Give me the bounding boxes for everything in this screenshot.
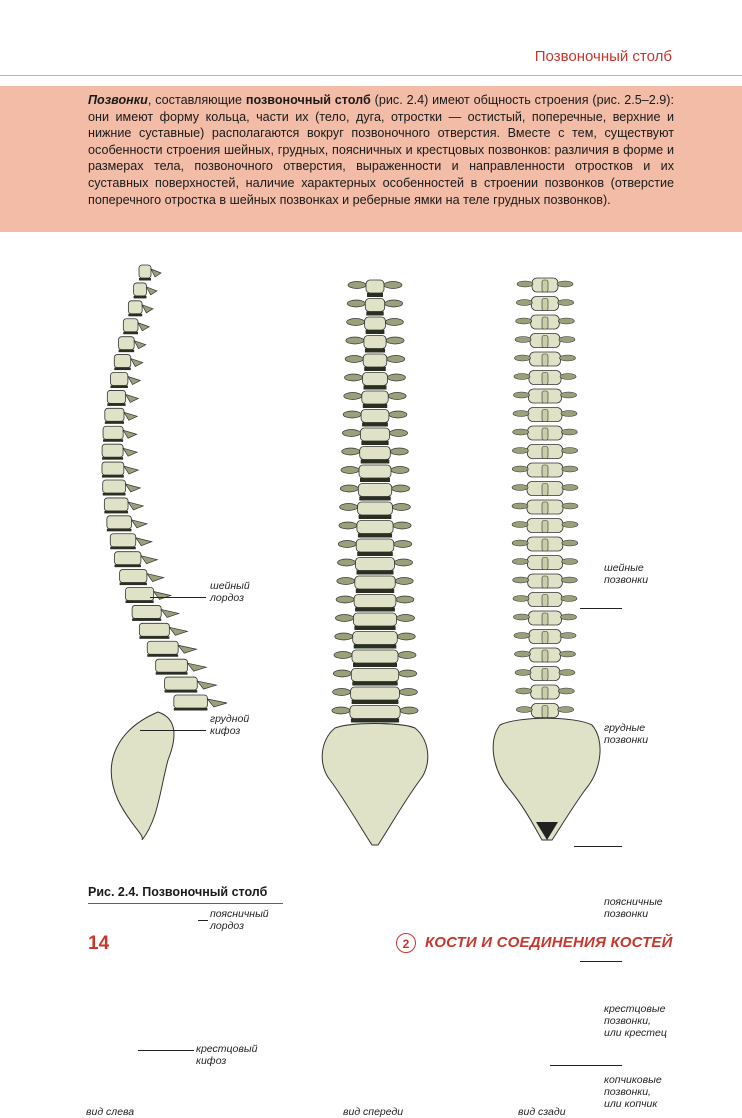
side-vertebra <box>102 444 123 457</box>
front-transverse-process <box>390 448 408 455</box>
back-spinous-process <box>542 428 548 440</box>
back-spinous-process <box>542 650 548 662</box>
front-vertebra <box>362 391 388 404</box>
back-transverse-process <box>562 503 578 509</box>
back-transverse-process <box>558 688 574 694</box>
side-disc <box>107 529 132 532</box>
front-vertebra <box>354 595 396 608</box>
side-spinous-process <box>128 377 140 385</box>
back-transverse-process <box>516 707 532 713</box>
back-spinous-process <box>542 280 548 292</box>
back-transverse-process <box>512 466 528 472</box>
front-transverse-process <box>385 319 403 326</box>
back-transverse-process <box>512 540 528 546</box>
front-transverse-process <box>332 707 350 714</box>
front-disc <box>362 423 388 427</box>
caption-rule <box>88 903 283 904</box>
side-disc <box>102 457 123 460</box>
front-transverse-process <box>339 522 357 529</box>
side-vertebra <box>107 516 132 529</box>
back-spinous-process <box>542 465 548 477</box>
side-disc <box>120 583 147 586</box>
intro-after-term: , составляющие <box>147 93 246 107</box>
front-vertebra <box>356 539 394 552</box>
front-disc <box>354 645 397 649</box>
side-vertebra <box>105 408 124 421</box>
side-vertebra <box>104 498 128 511</box>
back-transverse-process <box>515 337 531 343</box>
side-spinous-process <box>123 448 137 456</box>
front-transverse-process <box>387 356 405 363</box>
back-transverse-process <box>512 485 528 491</box>
front-disc <box>352 700 399 704</box>
front-disc <box>356 589 394 593</box>
back-spinous-process <box>542 354 548 366</box>
back-transverse-process <box>562 466 578 472</box>
side-spinous-process <box>161 609 179 617</box>
front-vertebra <box>363 354 387 367</box>
front-vertebra <box>358 502 393 515</box>
front-vertebra <box>351 669 398 682</box>
back-transverse-process <box>516 318 532 324</box>
side-spinous-process <box>124 466 138 474</box>
front-vertebra <box>358 484 391 497</box>
side-vertebra <box>174 695 208 708</box>
front-disc <box>365 349 385 353</box>
view-label-front: вид спереди <box>343 1106 404 1118</box>
back-transverse-process <box>560 355 576 361</box>
front-vertebra <box>366 280 384 293</box>
front-transverse-process <box>392 485 410 492</box>
side-spinous-process <box>134 341 146 349</box>
side-disc <box>103 493 126 496</box>
back-spinous-process <box>542 632 548 644</box>
front-vertebra <box>357 521 393 534</box>
side-spinous-process <box>151 269 161 277</box>
side-disc <box>125 601 153 604</box>
back-transverse-process <box>562 448 578 454</box>
side-spinous-process <box>126 484 141 492</box>
back-spinous-process <box>542 613 548 625</box>
front-transverse-process <box>338 559 356 566</box>
label-sacral-kyphosis: крестцовый кифоз <box>196 1043 258 1067</box>
front-vertebra <box>356 558 395 571</box>
side-disc <box>110 547 135 550</box>
side-sacrum <box>111 712 174 840</box>
side-spinous-process <box>124 412 137 420</box>
front-disc <box>364 386 387 390</box>
back-spinous-process <box>542 576 548 588</box>
side-spinous-process <box>126 394 139 402</box>
front-transverse-process <box>333 689 351 696</box>
label-thoracic-kyphosis: грудной кифоз <box>210 713 250 737</box>
label-cervical-vertebrae: шейные позвонки <box>604 562 649 586</box>
side-vertebra <box>107 390 125 403</box>
back-transverse-process <box>512 503 528 509</box>
side-disc <box>134 296 147 299</box>
leader-cervical-lordosis <box>150 597 206 598</box>
side-disc <box>119 350 135 353</box>
side-vertebra <box>147 641 178 654</box>
front-transverse-process <box>335 633 353 640</box>
label-lumbar-vertebrae: поясничные позвонки <box>604 896 663 920</box>
side-vertebra <box>139 623 169 636</box>
front-vertebra <box>350 706 400 719</box>
side-disc <box>115 565 141 568</box>
front-transverse-process <box>336 596 354 603</box>
front-transverse-process <box>346 337 364 344</box>
front-vertebra <box>353 632 398 645</box>
front-transverse-process <box>390 430 408 437</box>
label-sacrum: крестцовые позвонки, или крестец <box>604 1003 667 1039</box>
back-transverse-process <box>557 281 573 287</box>
side-vertebra <box>114 355 131 368</box>
front-vertebra <box>361 410 389 423</box>
side-spinous-process <box>136 538 152 546</box>
front-vertebra <box>364 336 386 349</box>
front-transverse-process <box>334 652 352 659</box>
front-disc <box>352 682 397 686</box>
label-coccyx: копчиковые позвонки, или копчик <box>604 1074 662 1110</box>
header-rule <box>0 75 742 76</box>
back-spinous-process <box>542 299 548 311</box>
section-title: Позвоночный столб <box>534 48 672 65</box>
side-spinous-process <box>147 574 164 582</box>
figure-caption: Рис. 2.4. Позвоночный столб <box>88 885 268 899</box>
front-vertebra <box>365 317 386 330</box>
side-vertebra <box>132 605 161 618</box>
front-disc <box>353 663 397 667</box>
side-spinous-process <box>131 520 147 528</box>
side-vertebra <box>134 283 147 296</box>
divider-sacral-coccyx <box>550 1065 622 1066</box>
front-vertebra <box>360 428 389 441</box>
side-spinous-process <box>131 359 143 367</box>
divider-lumbar-sacral <box>580 961 622 962</box>
intro-box <box>0 86 742 232</box>
front-sacrum <box>322 724 428 846</box>
back-spinous-process <box>542 484 548 496</box>
front-vertebra <box>359 465 391 478</box>
front-transverse-process <box>399 689 417 696</box>
side-disc <box>107 403 125 406</box>
side-disc <box>139 278 151 281</box>
back-spinous-process <box>542 502 548 514</box>
back-transverse-process <box>561 577 577 583</box>
front-transverse-process <box>384 282 402 289</box>
view-label-left: вид слева <box>86 1106 135 1118</box>
side-disc <box>104 511 128 513</box>
side-spinous-process <box>197 681 216 689</box>
back-transverse-process <box>561 429 577 435</box>
back-spinous-process <box>542 521 548 533</box>
label-thoracic-vertebrae: грудные позвонки <box>604 722 649 746</box>
front-transverse-process <box>388 374 406 381</box>
front-transverse-process <box>347 300 365 307</box>
side-vertebra <box>125 588 153 601</box>
side-disc <box>174 708 208 711</box>
front-transverse-process <box>400 707 418 714</box>
front-transverse-process <box>335 615 353 622</box>
side-spinous-process <box>123 430 137 438</box>
front-disc <box>367 293 383 297</box>
side-disc <box>123 332 138 335</box>
back-view-spine <box>493 278 600 840</box>
side-spinous-process <box>128 502 143 510</box>
back-transverse-process <box>561 392 577 398</box>
side-spinous-process <box>154 592 171 600</box>
front-transverse-process <box>397 615 415 622</box>
front-disc <box>363 404 387 408</box>
back-spinous-process <box>542 373 548 385</box>
front-transverse-process <box>345 374 363 381</box>
front-disc <box>358 534 392 538</box>
side-spinous-process <box>138 323 149 331</box>
back-spinous-process <box>542 558 548 570</box>
back-transverse-process <box>512 522 528 528</box>
back-transverse-process <box>561 614 577 620</box>
side-vertebra <box>123 319 138 332</box>
side-spinous-process <box>147 287 157 295</box>
front-transverse-process <box>347 319 365 326</box>
chapter-number-badge: 2 <box>396 933 416 953</box>
back-transverse-process <box>513 429 529 435</box>
front-disc <box>366 330 385 334</box>
page-number: 14 <box>88 933 110 954</box>
leader-lumbar-lordosis <box>198 920 208 921</box>
front-vertebra <box>353 613 396 626</box>
back-sacrum <box>493 718 600 840</box>
front-transverse-process <box>394 541 412 548</box>
back-transverse-process <box>512 448 528 454</box>
back-transverse-process <box>514 633 530 639</box>
front-vertebra <box>365 299 384 312</box>
back-transverse-process <box>558 300 574 306</box>
front-transverse-process <box>343 411 361 418</box>
front-transverse-process <box>342 448 360 455</box>
back-spinous-process <box>542 595 548 607</box>
side-disc <box>114 368 131 371</box>
back-transverse-process <box>562 522 578 528</box>
front-transverse-process <box>398 652 416 659</box>
chapter-title: КОСТИ И СОЕДИНЕНИЯ КОСТЕЙ <box>425 934 673 951</box>
side-spinous-process <box>178 645 196 653</box>
back-spinous-process <box>542 336 548 348</box>
front-disc <box>364 367 386 371</box>
side-vertebra <box>103 426 123 439</box>
back-transverse-process <box>512 559 528 565</box>
side-vertebra <box>120 570 147 583</box>
side-spinous-process <box>207 699 227 707</box>
intro-body: (рис. 2.4) имеют общность строения (рис. 2.5–2.9): они имеют форму кольца, части их (тело, дуга, отростки — остистый, поперечные, верхние и нижние суставные) располагаются вокруг позвоночного отверстия. Вместе с тем, существуют особенности строения шейных, грудных, поясничных и крестцовых позвонков: различия в форме и размерах тела, позвоночного отверстия, выраженности и направленности отростков и их суставных поверхностей, наличие характерных особенностей в строении позвонков (отверстие поперечного отростка в шейных позвонках и реберные ямки на теле грудных позвонков). <box>88 93 674 207</box>
back-transverse-process <box>513 411 529 417</box>
back-spinous-process <box>542 539 548 551</box>
front-transverse-process <box>338 541 356 548</box>
intro-bold-term: позвоночный столб <box>245 93 371 107</box>
front-transverse-process <box>393 522 411 529</box>
back-spinous-process <box>542 669 548 681</box>
front-disc <box>366 312 383 316</box>
side-spinous-process <box>169 627 187 635</box>
front-disc <box>357 552 393 556</box>
front-disc <box>359 497 390 501</box>
front-disc <box>351 719 399 723</box>
back-transverse-process <box>562 485 578 491</box>
back-transverse-process <box>560 374 576 380</box>
side-vertebra <box>110 373 127 386</box>
front-disc <box>354 626 395 630</box>
side-disc <box>110 386 127 389</box>
leader-thoracic-kyphosis <box>140 730 206 731</box>
back-transverse-process <box>516 300 532 306</box>
side-vertebra <box>119 337 135 350</box>
front-vertebra <box>355 576 395 589</box>
front-view-spine <box>322 280 428 845</box>
front-disc <box>357 571 394 575</box>
front-disc <box>361 441 388 445</box>
back-transverse-process <box>558 707 574 713</box>
back-spinous-process <box>542 317 548 329</box>
view-label-back: вид сзади <box>518 1106 566 1118</box>
side-disc <box>156 672 188 675</box>
back-transverse-process <box>513 392 529 398</box>
front-vertebra <box>360 447 391 460</box>
side-disc <box>132 618 161 621</box>
back-transverse-process <box>560 633 576 639</box>
side-disc <box>165 690 198 693</box>
side-disc <box>102 475 124 478</box>
side-vertebra <box>103 480 126 493</box>
side-vertebra <box>110 534 135 547</box>
side-vertebra <box>165 677 198 690</box>
divider-thoracic-lumbar <box>574 846 622 847</box>
front-transverse-process <box>399 670 417 677</box>
front-transverse-process <box>333 670 351 677</box>
back-spinous-process <box>542 447 548 459</box>
back-transverse-process <box>513 596 529 602</box>
front-disc <box>360 478 390 482</box>
back-transverse-process <box>513 577 529 583</box>
front-disc <box>361 460 390 464</box>
back-transverse-process <box>562 559 578 565</box>
back-transverse-process <box>561 411 577 417</box>
front-transverse-process <box>389 411 407 418</box>
back-transverse-process <box>517 281 533 287</box>
side-disc <box>128 314 142 317</box>
side-vertebra <box>128 301 142 314</box>
side-spinous-process <box>141 556 157 564</box>
front-transverse-process <box>341 467 359 474</box>
side-view-spine <box>102 265 227 840</box>
back-transverse-process <box>515 355 531 361</box>
back-transverse-process <box>562 540 578 546</box>
back-transverse-process <box>513 614 529 620</box>
back-transverse-process <box>559 670 575 676</box>
back-transverse-process <box>559 337 575 343</box>
front-vertebra <box>363 373 388 386</box>
intro-term: Позвонки <box>88 93 148 107</box>
front-transverse-process <box>337 578 355 585</box>
label-lumbar-lordosis: поясничный лордоз <box>210 908 269 932</box>
side-vertebra <box>139 265 151 278</box>
page-header <box>0 0 742 76</box>
divider-cervical-thoracic <box>580 608 622 609</box>
leader-sacral-kyphosis <box>138 1050 194 1051</box>
side-disc <box>147 654 178 657</box>
side-disc <box>105 421 124 424</box>
back-transverse-process <box>561 596 577 602</box>
side-vertebra <box>102 462 124 475</box>
label-cervical-lordosis: шейный лордоз <box>210 580 250 604</box>
back-transverse-process <box>515 670 531 676</box>
back-spinous-process <box>542 687 548 699</box>
front-transverse-process <box>340 485 358 492</box>
front-vertebra <box>351 687 400 700</box>
front-transverse-process <box>396 596 414 603</box>
side-spinous-process <box>187 663 206 671</box>
front-transverse-process <box>395 578 413 585</box>
back-transverse-process <box>515 651 531 657</box>
side-vertebra <box>115 552 141 565</box>
front-transverse-process <box>391 467 409 474</box>
back-spinous-process <box>542 706 548 718</box>
side-spinous-process <box>142 305 153 313</box>
front-transverse-process <box>386 337 404 344</box>
back-spinous-process <box>542 391 548 403</box>
side-disc <box>103 439 123 442</box>
side-vertebra <box>156 659 188 672</box>
back-transverse-process <box>558 318 574 324</box>
front-transverse-process <box>397 633 415 640</box>
back-transverse-process <box>514 374 530 380</box>
front-disc <box>355 608 395 612</box>
back-spinous-process <box>542 410 548 422</box>
front-transverse-process <box>340 504 358 511</box>
intro-paragraph <box>88 92 674 208</box>
front-transverse-process <box>395 559 413 566</box>
front-transverse-process <box>348 282 366 289</box>
front-transverse-process <box>385 300 403 307</box>
front-transverse-process <box>345 356 363 363</box>
front-transverse-process <box>392 504 410 511</box>
back-transverse-process <box>516 688 532 694</box>
front-transverse-process <box>344 393 362 400</box>
front-transverse-process <box>342 430 360 437</box>
side-disc <box>139 636 169 639</box>
front-vertebra <box>352 650 398 663</box>
front-transverse-process <box>388 393 406 400</box>
front-disc <box>359 515 392 519</box>
back-transverse-process <box>560 651 576 657</box>
